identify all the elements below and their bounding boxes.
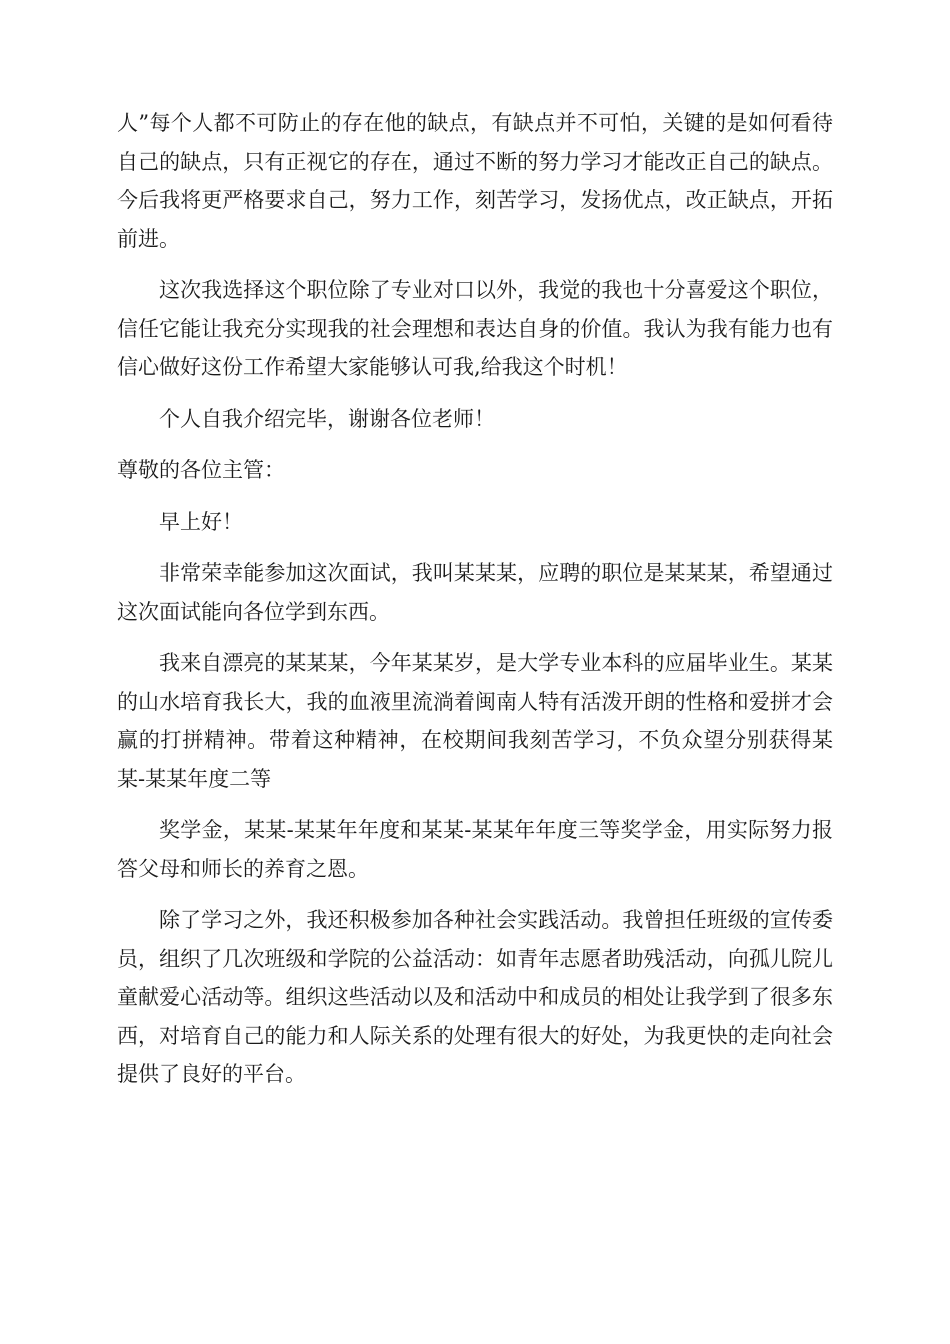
document-body [117,104,833,1107]
paragraph-continuation: 人”每个人都不可防止的存在他的缺点，有缺点并不可怕，关键的是如何看待自己的缺点，只有正视它的存在，通过不断的努力学习才能改正自己的缺点。今后我将更严格要求自己，努力工作，刻苦学习，发扬优点，改正缺点，开拓前进。 [117,111,833,251]
greeting: 早上好！ [159,509,243,534]
paragraph-scholarship: 奖学金，某某-某某年年度和某某-某某年年度三等奖学金，用实际努力报答父母和师长的养育之恩。 [117,818,833,881]
paragraph-introduction: 非常荣幸能参加这次面试，我叫某某某，应聘的职位是某某某，希望通过这次面试能向各位学到东西。 [117,561,833,624]
paragraph-background: 我来自漂亮的某某某，今年某某岁，是大学专业本科的应届毕业生。某某的山水培育我长大，我的血液里流淌着闽南人特有活泼开朗的性格和爱拼才会赢的打拼精神。带着这种精神，在校期间我刻苦学习，不负众望分别获得某某-某某年度二等 [117,651,833,791]
salutation: 尊敬的各位主管： [117,458,285,482]
paragraph-closing-thanks: 个人自我介绍完毕，谢谢各位老师！ [159,406,495,431]
paragraph-activities: 除了学习之外，我还积极参加各种社会实践活动。我曾担任班级的宣传委员，组织了几次班级和学院的公益活动：如青年志愿者助残活动，向孤儿院儿童献爱心活动等。组织这些活动以及和活动中和成员的相处让我学到了很多东西，对培育自己的能力和人际关系的处理有很大的好处，为我更快的走向社会提供了良好的平台。 [117,908,833,1086]
paragraph-position-choice: 这次我选择这个职位除了专业对口以外，我觉的我也十分喜爱这个职位，信任它能让我充分实现我的社会理想和表达自身的价值。我认为我有能力也有信心做好这份工作希望大家能够认可我,给我这个时机！ [117,278,833,379]
